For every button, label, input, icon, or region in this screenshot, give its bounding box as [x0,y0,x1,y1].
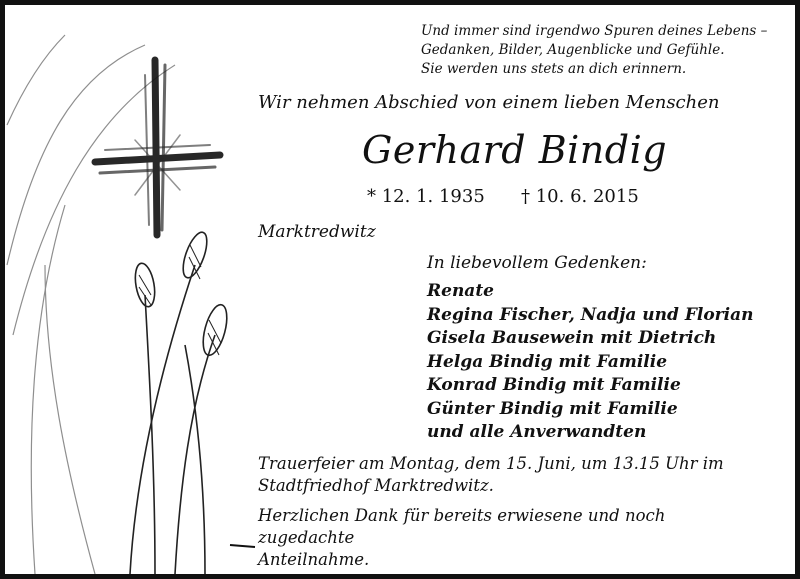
birth-date: * 12. 1. 1935 [367,186,485,207]
verse-line: Gedanken, Bilder, Augenblicke und Gefühle. [421,42,725,58]
mourner-name: und alle Anverwandten [427,422,647,442]
thanks-line: Herzlichen Dank für bereits erwiesene und noch zugedachte [258,506,666,547]
mourners-list [427,280,753,445]
funeral-service-info [258,453,728,497]
verse-line: Und immer sind irgendwo Spuren deines Lebens – [421,23,768,39]
wheat-icon [130,229,231,574]
decorative-dash [230,545,255,547]
mourner-name: Günter Bindig mit Familie [427,398,678,419]
deceased-name: Gerhard Bindig [362,128,668,172]
cross-icon [95,60,220,235]
hometown: Marktredwitz [258,222,376,242]
intro-text: Wir nehmen Abschied von einem lieben Menschen [258,92,720,113]
service-line: Trauerfeier am Montag, dem 15. Juni, um 13.15 Uhr im [258,454,724,473]
background-curves [7,35,175,574]
mourners-heading: In liebevollem Gedenken: [427,253,647,273]
mourner-name: Konrad Bindig mit Familie [427,375,681,395]
verse-line: Sie werden uns stets an dich erinnern. [421,61,687,77]
mourner-name: Regina Fischer, Nadja und Florian [427,304,754,325]
cross-with-wheat-icon [5,5,265,574]
mourner-name: Renate [427,281,494,301]
death-date: † 10. 6. 2015 [521,186,639,207]
thanks-note [258,505,738,571]
mourner-name: Gisela Bausewein mit Dietrich [427,328,717,348]
verse [421,22,781,79]
mourner-name: Helga Bindig mit Familie [427,351,668,372]
thanks-line: Anteilnahme. [258,550,370,569]
service-line: Stadtfriedhof Marktredwitz. [258,476,494,495]
